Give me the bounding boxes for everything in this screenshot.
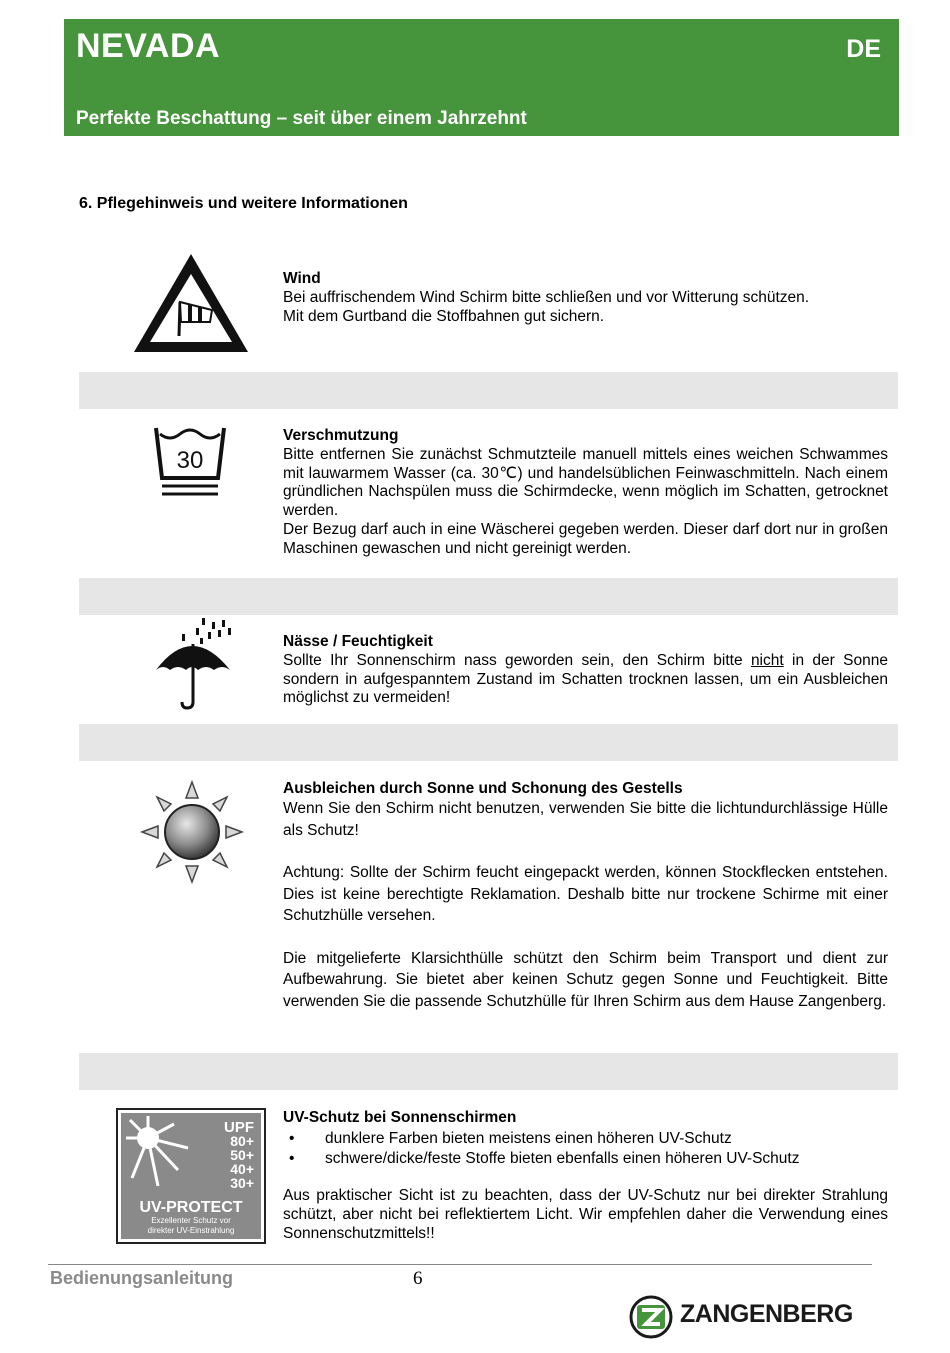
uv-protect-sub-1: Exzellenter Schutz vor (151, 1216, 231, 1225)
uv-protect-sub-2: direkter UV-Einstrahlung (147, 1226, 235, 1235)
uv-upf-label: UPF (224, 1119, 254, 1136)
wind-text (283, 270, 888, 326)
wet-text-after: in der Sonne sondern in aufgespanntem Zustand im Schatten trocknen lassen, um ein Ausbleichen möglichst zu vermeiden! (283, 651, 888, 707)
wind-line-1: Bei auffrischendem Wind Schirm bitte schließen und vor Witterung schützen. (283, 288, 810, 306)
sun-heading: Ausbleichen durch Sonne und Schonung des Gestells (283, 780, 683, 797)
wet-paragraph (283, 652, 888, 708)
uv-value-80: 80+ (230, 1133, 254, 1149)
dirt-paragraph-2: Der Bezug darf auch in eine Wäscherei gegeben werden. Dieser darf dort nur in großen Maschinen gewaschen und nicht gereinigt werden. (283, 520, 888, 557)
brand-title: NEVADA (76, 27, 221, 65)
language-code: DE (846, 35, 881, 63)
uv-bullet-list (283, 1129, 888, 1169)
windsock-warning-icon (130, 250, 252, 356)
uv-heading-block (283, 1109, 888, 1128)
divider-band (79, 1053, 898, 1090)
footer-divider (48, 1264, 872, 1265)
section-title: 6. Pflegehinweis und weitere Informationen (79, 195, 408, 212)
zangenberg-z-icon (628, 1294, 674, 1340)
footer-title: Bedienungsanleitung (50, 1268, 234, 1288)
uv-protect-title: UV-PROTECT (139, 1199, 243, 1216)
wind-heading: Wind (283, 270, 321, 287)
divider-band (79, 578, 898, 615)
uv-paragraph-block (283, 1187, 888, 1243)
divider-band (79, 724, 898, 761)
wash-temperature: 30 (176, 447, 204, 474)
logo-text: ZANGENBERG (680, 1300, 853, 1328)
dirt-heading: Verschmutzung (283, 427, 399, 444)
sun-paragraph-3: Die mitgelieferte Klarsichthülle schützt den Schirm beim Transport und dient zur Aufbewahrung. Sie bietet aber keinen Schutz gegen Sonne und Feuchtigkeit. Bitte verwenden Sie die passende Schutzhülle für Ihren Schirm aus dem Hause Zangenberg. (283, 949, 888, 1010)
sun-icon (140, 780, 244, 884)
uv-protect-badge (116, 1108, 266, 1244)
header-banner (64, 19, 899, 136)
uv-value-40: 40+ (230, 1161, 254, 1177)
wet-text-before: Sollte Ihr Sonnenschirm nass geworden sein, den Schirm bitte (283, 651, 751, 669)
uv-paragraph: Aus praktischer Sicht ist zu beachten, dass der UV-Schutz nur bei direkter Strahlung schützt, aber nicht bei reflektiertem Licht. Wir empfehlen daher die Verwendung eines Sonnenschutzmittels!! (283, 1187, 888, 1242)
raindrops (182, 618, 231, 644)
divider-band (79, 372, 898, 409)
sun-paragraph-1: Wenn Sie den Schirm nicht benutzen, verwenden Sie bitte die lichtundurchlässige Hülle als Schutz! (283, 800, 888, 839)
wet-heading: Nässe / Feuchtigkeit (283, 633, 433, 650)
uv-value-30: 30+ (230, 1175, 254, 1191)
page-number: 6 (413, 1268, 423, 1289)
wind-line-2: Mit dem Gurtband die Stoffbahnen gut sichern. (283, 307, 605, 325)
sun-paragraph-2: Achtung: Sollte der Schirm feucht eingepackt werden, können Stockflecken entstehen. Dies ist keine berechtigte Reklamation. Deshalb bitte nur trockene Schirme mit einer Schutzhülle versehen. (283, 864, 888, 924)
tagline: Perfekte Beschattung – seit über einem Jahrzehnt (76, 108, 527, 129)
dirt-text (283, 427, 888, 559)
list-item: • schwere/dicke/feste Stoffe bieten ebenfalls einen höheren UV-Schutz (283, 1149, 888, 1169)
sun-text (283, 779, 888, 1012)
dirt-paragraph-1: Bitte entfernen Sie zunächst Schmutzteile manuell mittels eines weichen Schwammes mit lauwarmem Wasser (ca. 30℃) und handelsüblichen Feinwaschmitteln. Nach einem gründlichen Nachspülen muss die Schirmdecke, wenn möglich im Schatten, getrocknet werden. (283, 445, 888, 520)
uv-heading: UV-Schutz bei Sonnenschirmen (283, 1109, 517, 1126)
wet-text-underlined: nicht (750, 651, 784, 669)
umbrella-rain-icon (152, 614, 236, 714)
wash-30-icon (152, 424, 228, 500)
list-item: • dunklere Farben bieten meistens einen höheren UV-Schutz (283, 1129, 888, 1149)
wet-text (283, 633, 888, 708)
uv-value-50: 50+ (230, 1147, 254, 1163)
zangenberg-logo (628, 1292, 858, 1342)
